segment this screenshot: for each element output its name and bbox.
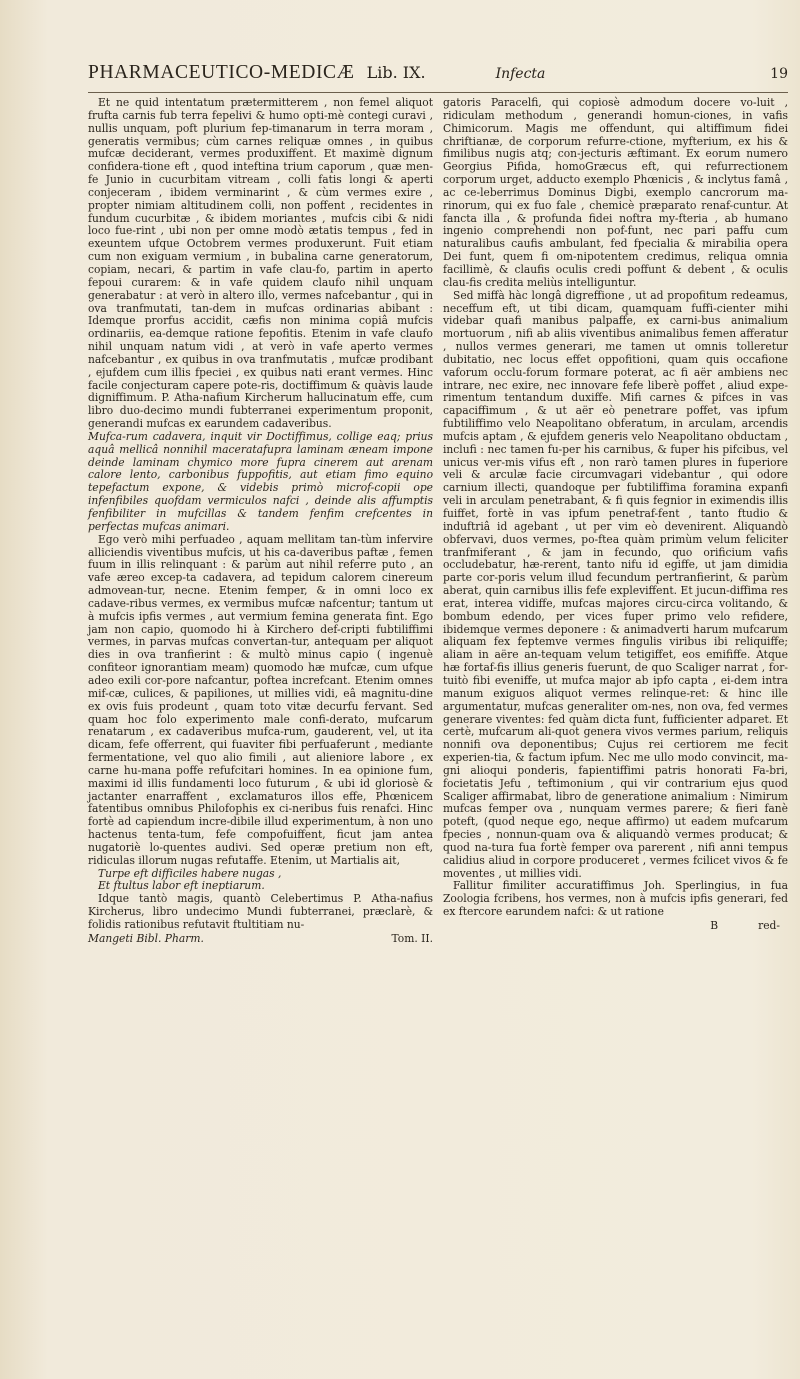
paragraph: Ego verò mihi perfuadeo , aquam mellitam tan-tùm infervire alliciendis viventibus mufcis, ut his ca-daveribus paftæ , femen fuum in illis relinquant : & parùm aut nihil referre puto , an vafe æreo excep-ta cadavera, ad tepidum calorem cinereum admovean-tur, necne. Etenim femper, & in omni loco ex cadave-ribus vermes, ex vermibus mufcæ nafcentur; tantum ut à mufcis ipfis vermes , aut vermium femina generata fint. Ego jam non capio, quomodo hi à Kirchero def-cripti fubtiliffimi vermes, in parvas mufcas convertan-tur, antequam per aliquot dies in ova tranfierint : & multò minus capio ( ingenuè confiteor ignorantiam meam) quomodo hæ mufcæ, cum ufque adeo exili cor-pore nafcantur, poftea increfcant. Etenim omnes mif-cæ, culices, & papiliones, ut millies vidi, eâ magnitu-dine ex ovis fuis prodeunt , quam toto vitæ decurfu fervant. Sed quam hoc folo experimento male confi-derato, mufcarum renatarum , ex cadaveribus mufca-rum, gauderent, vel, ut ita dicam, fefe offerrent, qui fuaviter fibi perfuaferunt , mediante fermentatione, vel quo alio fimili , aut alieniore labore , ex carne hu-mana poffe refufcitari homines. In ea opinione fum, maximi id illis fundamenti loco futurum , & ubi id gloriosè & jactanter enarraffent , exclamaturos illos effe, Phœnicem fatentibus omnibus Philofophis ex ci-neribus fuis renafci. Hinc fortè ad capiendum incre-dibile illud experimentum, à non uno hactenus tenta-tum, fefe compofuiffent, ficut jam antea nugatoriè lo-quentes audivi. Sed operæ pretium non eft, ridiculas illorum nugas refutaffe. Etenim, ut Martialis ait, xyxy=(88,532,433,867)
signature-mark: B xyxy=(710,919,719,932)
page-number: 19 xyxy=(770,66,788,82)
book-number: Lib. IX. xyxy=(366,63,426,82)
volume-label: Tom. II. xyxy=(391,931,433,945)
page-footer-right xyxy=(443,919,788,932)
paragraph: Sed miffà hàc longâ digreffione , ut ad propofitum redeamus, neceffum eft, ut tibi dicam, quamquam fuffi-cienter mihi videbar quafi manibus palpaffe, ex carni-bus animalium mortuorum , nifi ab aliis viventibus animalibus femen afferatur , nullos vermes generari, me tamen ut omnis tolleretur dubitatio, nec locus effet oppofitioni, quam quis occafione vaforum occlu-forum formare poterat, ac fi aër ambiens nec intrare, nec exire, nec innovare fefe liberè poffet , aliud expe-rimentum tentandum duxiffe. Mifi carnes & pifces in vas capaciffimum , & ut aër eò penetrare poffet, vas ipfum fubtiliffimo velo Neapolitano obferatum, in arculam, arcendis mufcis aptam , & ejufdem generis velo Neapolitano obductam , inclufi : nec tamen fu-per his carnibus, & fuper his pifcibus, vel unicus ver-mis vifus eft , non rarò tamen plures in fuperiore veli & arculæ facie circumvagari videbantur , qui odore carnium illecti, quandoque per fubtiliffima foramina expanfi veli in arculam penetrabant, & fi quis fegnior in eximendis illis fuiffet, fortè in vas ipfum penetraf-fent , tanto ftudio & induftriâ id agebant , ut per vim eò devenirent. Aliquandò obfervavi, duos vermes, po-ftea quàm primùm velum feliciter tranfmiferant , & jam in fecundo, quo orificium vafis occludebatur, hæ-rerent, tanto nifu id egiffe, ut jam dimidia parte cor-poris velum illud fecundum pertranfierint, & parùm aberat, quin carnibus illis fefe expleviffent. Et jucun-diffima res erat, interea vidiffe, mufcas majores circu-circa volitando, & bombum edendo, per vices fuper primo velo refidere, ibidemque vermes deponere : & animadverti harum mufcarum aliquam fex feptemve vermes fingulis viribus ibi reliquiffe; aliam in aëre an-tequam velum tetigiffet, eos emififfe. Atque hæ fortaf-fis illius generis fuerunt, de quo Scaliger narrat , for-tuitò fibi eveniffe, ut mufca major ab ipfo capta , ei-dem intra manum exiguos aliquot vermes relinque-ret: & hinc ille argumentatur, mufcas generaliter om-nes, non ova, fed vermes generare viventes: fed quàm dicta funt, fufficienter adparet. Et certè, mufcarum ali-quot genera vivos vermes parium, reliquis nonnifi ova deponentibus; Cujus rei certiorem me fecit experien-tia, & factum ipfum. Nec me ullo modo convincit, ma-gni alioqui ponderis, fapientiffimi patris honorati Fa-bri, focietatis Jefu , teftimonium , qui vir contrarium ejus quod Scaliger affirmabat, libro de generatione animalium : Nimirum mufcas femper ova , nunquam vermes parere; & fieri fanè poteft, (quod neque ego, neque affirmo) ut eadem mufcarum fpecies , nonnun-quam ova & aliquandò vermes producat; & quod na-tura fua fortè femper ova parerent , nifi anni tempus calidius aliud in corpore produceret , vermes fcilicet vivos & fe moventes , ut millies vidi. xyxy=(443,288,788,880)
left-column xyxy=(88,97,433,945)
catchword: red- xyxy=(758,919,780,932)
page-footer-left xyxy=(88,932,433,945)
right-column xyxy=(443,97,788,945)
running-title: PHARMACEUTICO-MEDICÆ xyxy=(88,62,355,83)
paragraph: Fallitur fimiliter accuratiffimus Joh. Sperlingius, in fua Zoologia fcribens, hos vermes, non à mufcis ipfis generari, fed ex ftercore earundem nafci: & ut ratione xyxy=(443,879,788,919)
paragraph: gatoris Paracelfi, qui copiosè admodum docere vo-luit , ridiculam methodum , generandi homun-ciones, in vafis Chimicorum. Magis me offendunt, qui altiffimum fidei chriftianæ, de corporum refurre-ctione, myfterium, ex his & fimilibus nugis atq; con-jecturis æftimant. Ex eorum numero Georgius Pifida, homoGræcus eft, qui refurrectionem corporum urget, adducto exemplo Phœnicis , & inclytus famâ , ac ce-leberrimus Dominus Digbi, exemplo cancrorum ma-rinorum, qui ex fuo fale , chemicè præparato renaf-cuntur. At fancta illa , & profunda fidei noftra my-fteria , ab humano ingenio comprehendi non pof-funt, nec pari paffu cum naturalibus caufis ambulant, fed fpecialia & mirabilia opera Dei funt, quem fi om-nipotentem credimus, reliqua omnia facillimè, & claufis oculis credi poffunt & debent , & oculis clau-fis credita meliùs intelliguntur. xyxy=(443,96,788,289)
verse-line: Turpe eft difficiles habere nugas , xyxy=(98,866,282,880)
text-columns xyxy=(88,97,788,945)
running-header xyxy=(88,62,788,93)
paragraph: Idque tantò magis, quantò Celebertimus P. Atha-nafius Kircherus, libro undecimo Mundi fubterranei, præclarè, & folidis rationibus refutavit ftultitiam nu- xyxy=(88,892,433,931)
signature-line: Mangeti Bibl. Pharm. xyxy=(88,931,204,945)
paragraph: Et ne quid intentatum prætermitterem , non femel aliquot frufta carnis fub terra fepelivi & humo opti-mè contegi curavi , nullis unquam, poft plurium fep-timanarum in terra moram , generatis vermibus; cùm carnes reliquæ omnes , in quibus mufcæ deciderant, vermes produxiffent. Et maximè dignum confidera-tione eft , quod inteftina trium caporum , quæ men-fe Junio in cucurbitam vitream , colli fatis longi & aperti conjeceram , ibidem verminarint , & cùm vermes exire , propter nimiam altitudinem colli, non poffent , recidentes in fundum cucurbitæ , & ibidem moriantes , mufcis cibi & nidi loco fue-rint , ubi non per omne modò ætatis tempus , fed in exeuntem ufque Octobrem vermes produxerunt. Fuit etiam cum non exiguam vermium , in bubalina carne generatorum, copiam, necari, & partim in vafe clau-fo, partim in aperto fepoui curarem: & in vafe quidem claufo nihil unquam generabatur : at verò in altero illo, vermes nafcebantur , qui in ova tranfmutati, tan-dem in mufcas ordinarias abibant : Idemque prorfus accidit, cæfis non minima copiâ mufcis ordinariis, ea-demque ratione fepofitis. Etenim in vafe claufo nihil unquam natum vidi , at verò in vafe aperto vermes nafcebantur , ex quibus in ova tranfmutatis , mufcæ prodibant , ejufdem cum illis fpeciei , ex quibus nati erant vermes. Hinc facile conjecturam capere pote-ris, doctiffimum & quàvis laude digniffimum. P. Atha-nafium Kircherum hallucinatum effe, cum libro duo-decimo mundi fubterranei experimentum proponit, generandi mufcas ex earundem cadaveribus. xyxy=(88,96,433,431)
verse-line: Et ftultus labor eft ineptiarum. xyxy=(98,879,265,893)
quotation: Mufca-rum cadavera, inquit vir Doctiffimus, collige eaq; prius aquâ mellicâ nonnihil maceratafupra laminam æneam impone deinde laminam chymico more fupra cinerem aut arenam calore lento, carbonibus fuppofitis, aut etiam fimo equino tepefactum expone, & videbis primò microf-copii ope infenfibiles quofdam vermiculos nafci , deinde alis affumptis fenfibiliter in mufcillas & tandem fenfim crefcentes in perfectas mufcas animari. xyxy=(88,429,433,533)
section-title: Infecta xyxy=(495,66,546,82)
